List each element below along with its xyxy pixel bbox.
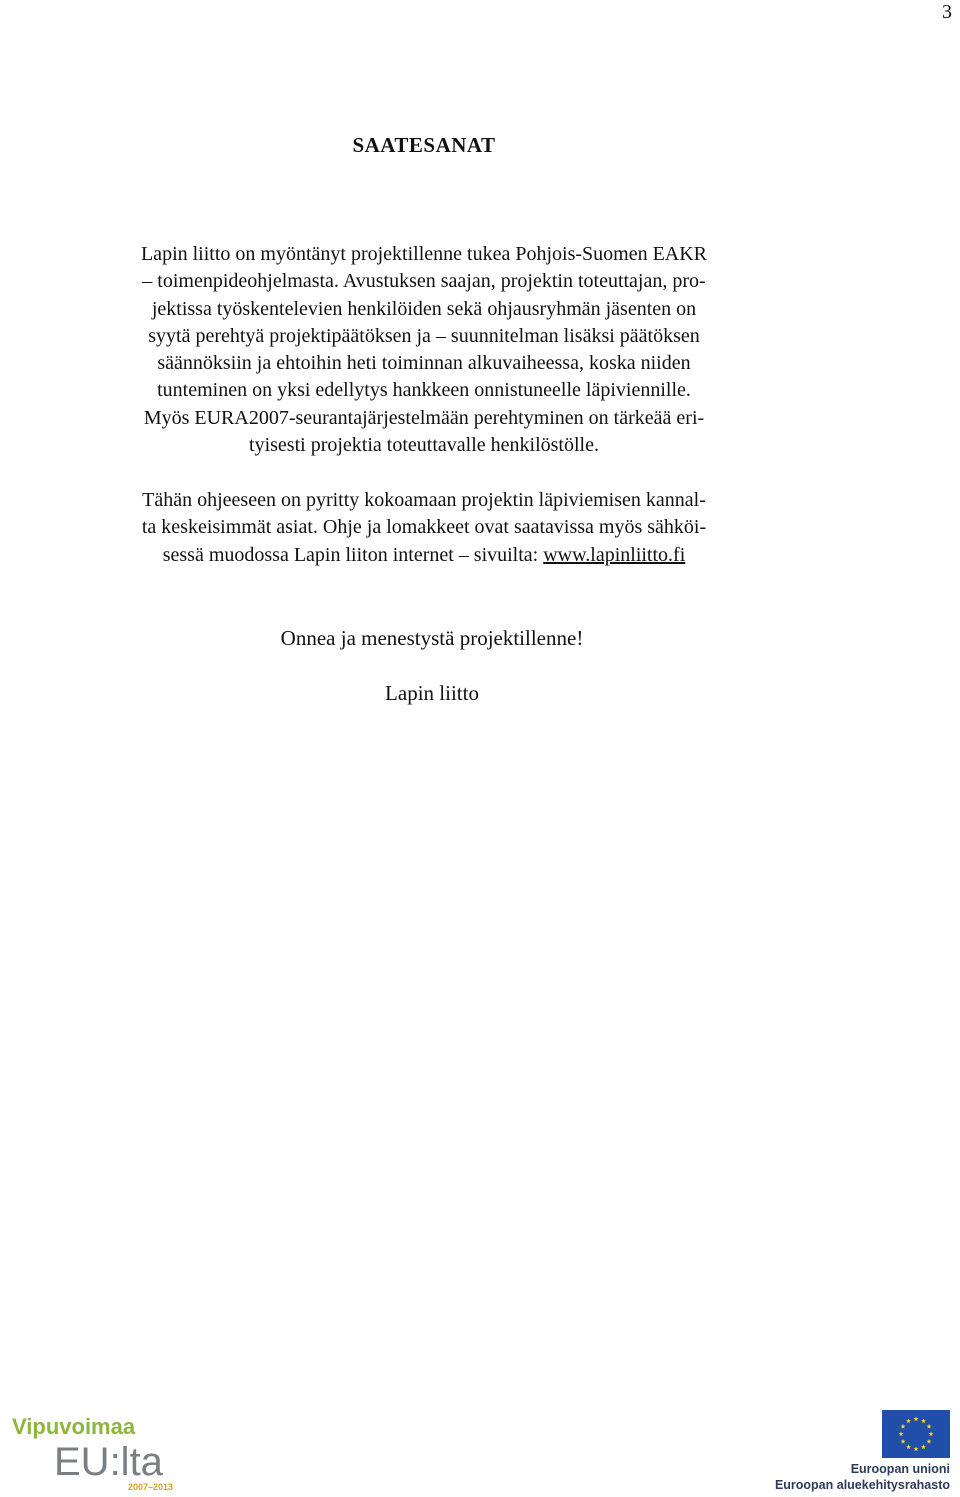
svg-text:EU:lta: EU:lta (54, 1440, 163, 1484)
text-line: ta keskeisimmät asiat. Ohje ja lomakkeet ovat saatavissa myös sähköi- (141, 516, 707, 539)
svg-text:2007–2013: 2007–2013 (128, 1482, 174, 1492)
paragraph-guide (90, 487, 758, 569)
text-line: syytä perehtyä projektipäätöksen ja – suunnitelman lisäksi päätöksen (148, 324, 700, 347)
text-line: Myös EURA2007-seurantajärjestelmään perehtyminen on tärkeää eri- (143, 406, 705, 429)
page-title: SAATESANAT (352, 133, 496, 157)
page-number: 3 (942, 1, 952, 23)
vipuvoimaa-logo (10, 1412, 190, 1492)
text-line: Lapin liitto on myöntänyt projektillenne tukea Pohjois-Suomen EAKR (140, 243, 708, 265)
text-line: tunteminen on yksi edellytys hankkeen onnistuneelle läpiviennille. (157, 379, 691, 402)
eu-logo (774, 1410, 954, 1496)
text-line: Tähän ohjeeseen on pyritty kokoamaan projektin läpiviemisen kannal- (142, 489, 706, 511)
eu-flag-icon (882, 1410, 950, 1458)
paragraph-intro (90, 241, 758, 459)
text-line: säännöksiin ja ehtoihin heti toiminnan alkuvaiheessa, koska niiden (157, 352, 691, 375)
vipuvoimaa-logo-graphic (10, 1412, 190, 1492)
eu-union-label: Euroopan unioni (850, 1462, 950, 1476)
svg-text:Vipuvoimaa: Vipuvoimaa (12, 1414, 136, 1439)
eu-fund-label: Euroopan aluekehitysrahasto (774, 1478, 950, 1492)
text-line: sessä muodossa Lapin liiton internet – sivuilta: (162, 543, 544, 566)
text-line-with-link (90, 542, 758, 569)
website-link[interactable]: www.lapinliitto.fi (543, 543, 686, 566)
closing-greeting: Onnea ja menestystä projektillenne! (280, 626, 584, 650)
text-line: tyisesti projektia toteuttavalle henkilöstölle. (249, 434, 599, 457)
text-line: – toimenpideohjelmasta. Avustuksen saajan, projektin toteuttajan, pro- (142, 270, 706, 293)
signature: Lapin liitto (385, 681, 479, 705)
text-line: jektissa työskentelevien henkilöiden sekä ohjausryhmän jäsenten on (151, 297, 697, 320)
